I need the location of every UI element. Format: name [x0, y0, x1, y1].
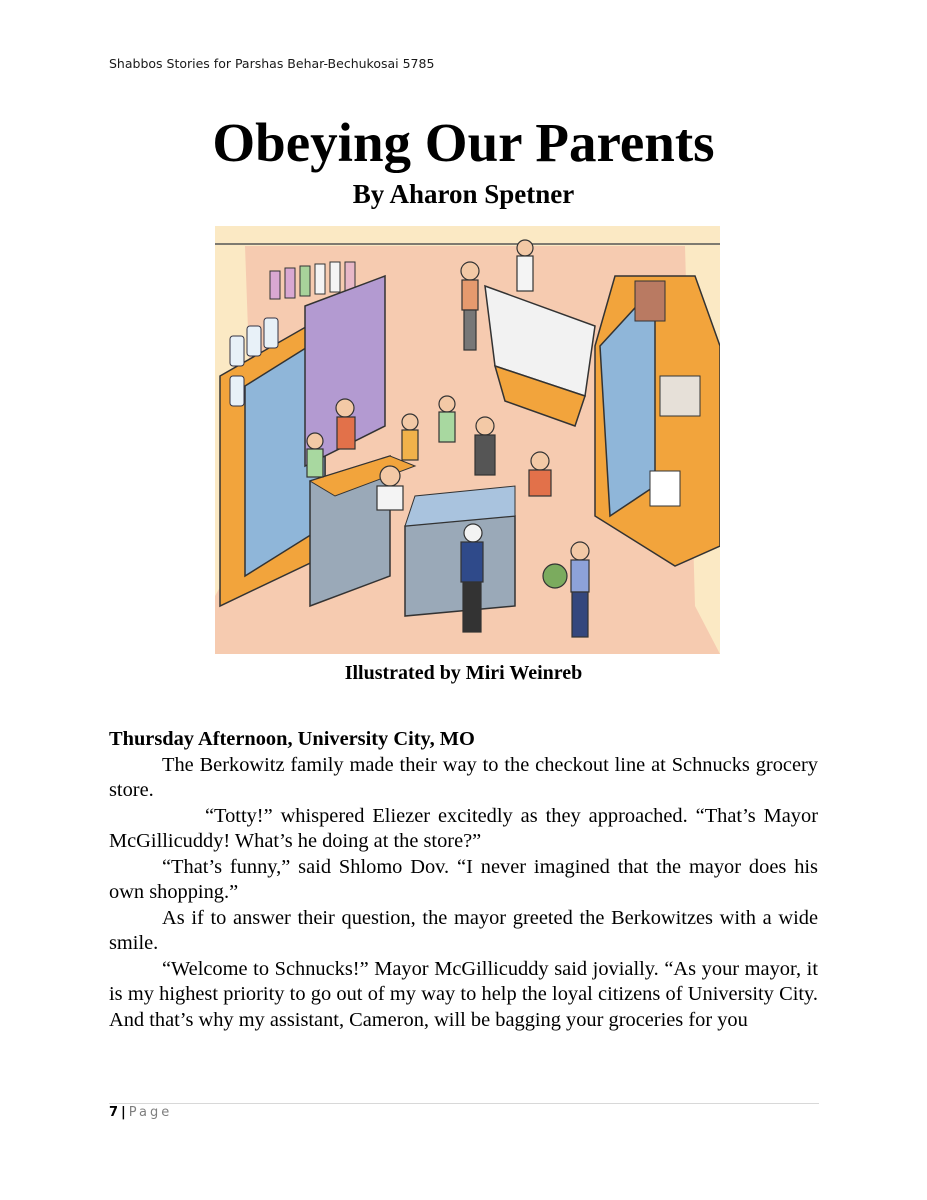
- footer-divider: [109, 1103, 819, 1104]
- story-byline: By Aharon Spetner: [352, 179, 575, 209]
- page-footer: [109, 1105, 172, 1120]
- story-title: Obeying Our Parents: [212, 112, 715, 173]
- page-number: 7: [109, 1105, 119, 1120]
- story-paragraph: “Totty!” whispered Eliezer excitedly as they approached. “That’s Mayor McGillicuddy! What’s he doing at the store?”: [109, 804, 818, 852]
- box-stack: [635, 281, 665, 321]
- story-paragraph: As if to answer their question, the mayor greeted the Berkowitzes with a wide smile.: [109, 906, 818, 954]
- story-body: [109, 727, 818, 1033]
- story-paragraph: “That’s funny,” said Shlomo Dov. “I never imagined that the mayor does his own shopping.”: [109, 855, 818, 903]
- page-label: Page: [128, 1105, 173, 1120]
- checkout-right: [405, 516, 515, 616]
- story-paragraph: The Berkowitz family made their way to the checkout line at Schnucks grocery store.: [109, 753, 818, 801]
- story-paragraph: “Welcome to Schnucks!” Mayor McGillicuddy said jovially. “As your mayor, it is my highest priority to go out of my way to help the loyal citizens of University City. And that’s why my assistant, Cameron, will be bagging your groceries for you: [109, 957, 818, 1031]
- box-stack-2: [660, 376, 700, 416]
- footer-separator: |: [121, 1105, 126, 1120]
- section-heading: Thursday Afternoon, University City, MO: [109, 728, 475, 750]
- grocery-store-illustration: [215, 226, 720, 654]
- running-header: Shabbos Stories for Parshas Behar-Bechukosai 5785: [109, 56, 435, 71]
- sign: [650, 471, 680, 506]
- illustration-credit: Illustrated by Miri Weinreb: [344, 662, 583, 684]
